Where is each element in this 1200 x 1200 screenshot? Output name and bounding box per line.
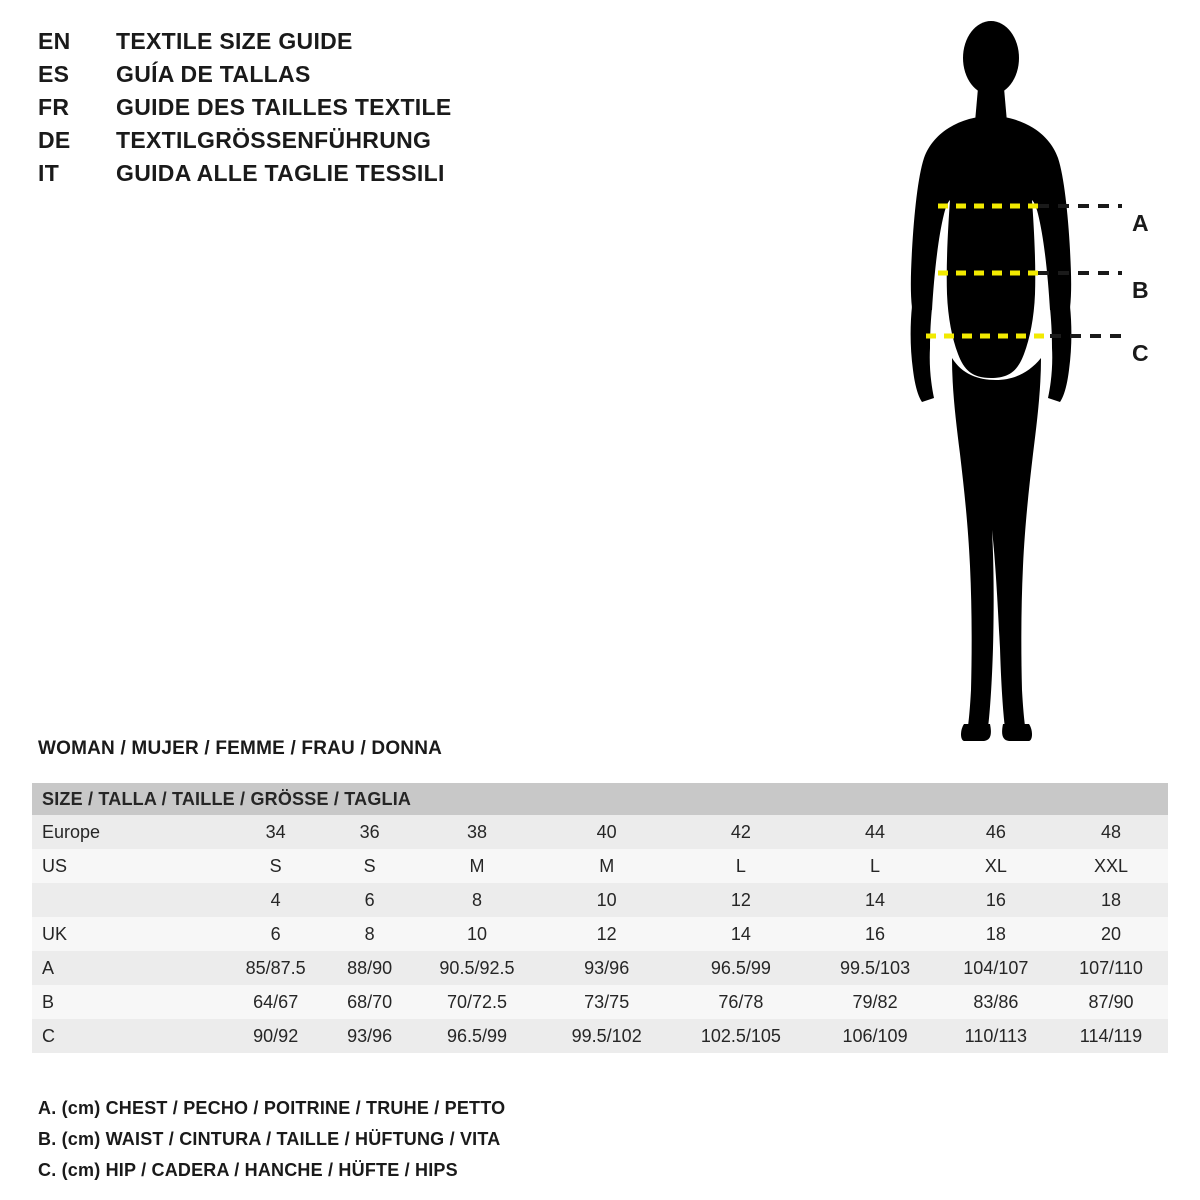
cell: 70/72.5 bbox=[410, 985, 544, 1019]
cell: 93/96 bbox=[329, 1019, 410, 1053]
cell: 20 bbox=[1054, 917, 1168, 951]
cell: 87/90 bbox=[1054, 985, 1168, 1019]
row-label: Europe bbox=[32, 815, 222, 849]
row-label bbox=[32, 883, 222, 917]
section-label-woman: WOMAN / MUJER / FEMME / FRAU / DONNA bbox=[38, 738, 443, 759]
measurement-legend bbox=[38, 1093, 838, 1186]
cell: 14 bbox=[812, 883, 937, 917]
cell: 40 bbox=[544, 815, 669, 849]
row-label: C bbox=[32, 1019, 222, 1053]
language-title: GUÍA DE TALLAS bbox=[116, 61, 311, 87]
table-header-row bbox=[32, 783, 1168, 815]
cell: 68/70 bbox=[329, 985, 410, 1019]
legend-chest: A. (cm) CHEST / PECHO / POITRINE / TRUHE / PETTO bbox=[38, 1098, 506, 1118]
language-row bbox=[38, 28, 658, 61]
cell: 96.5/99 bbox=[410, 1019, 544, 1053]
row-label: A bbox=[32, 951, 222, 985]
cell: 12 bbox=[544, 917, 669, 951]
cell: 90.5/92.5 bbox=[410, 951, 544, 985]
table-row bbox=[32, 883, 1168, 917]
cell: 12 bbox=[669, 883, 812, 917]
size-table bbox=[32, 783, 1168, 1053]
cell: 85/87.5 bbox=[222, 951, 329, 985]
table-row bbox=[32, 985, 1168, 1019]
language-code: DE bbox=[38, 127, 71, 153]
cell: 36 bbox=[329, 815, 410, 849]
table-row bbox=[32, 849, 1168, 883]
cell: 34 bbox=[222, 815, 329, 849]
language-row bbox=[38, 127, 658, 160]
language-code: IT bbox=[38, 160, 60, 186]
language-title: GUIDE DES TAILLES TEXTILE bbox=[116, 94, 452, 120]
cell: 79/82 bbox=[812, 985, 937, 1019]
language-row bbox=[38, 61, 658, 94]
row-label: US bbox=[32, 849, 222, 883]
cell: 6 bbox=[222, 917, 329, 951]
cell: 88/90 bbox=[329, 951, 410, 985]
cell: XXL bbox=[1054, 849, 1168, 883]
legend-hip: C. (cm) HIP / CADERA / HANCHE / HÜFTE / HIPS bbox=[38, 1160, 458, 1180]
body-silhouette-icon bbox=[860, 18, 1190, 748]
measure-label-c: C bbox=[1132, 340, 1149, 366]
cell: 38 bbox=[410, 815, 544, 849]
cell: 90/92 bbox=[222, 1019, 329, 1053]
language-title: TEXTILGRÖSSENFÜHRUNG bbox=[116, 127, 432, 153]
row-label: UK bbox=[32, 917, 222, 951]
cell: 76/78 bbox=[669, 985, 812, 1019]
cell: 16 bbox=[938, 883, 1054, 917]
cell: 44 bbox=[812, 815, 937, 849]
legend-waist: B. (cm) WAIST / CINTURA / TAILLE / HÜFTUNG / VITA bbox=[38, 1129, 501, 1149]
language-title-block bbox=[38, 28, 658, 193]
cell: 110/113 bbox=[938, 1019, 1054, 1053]
cell: 64/67 bbox=[222, 985, 329, 1019]
cell: 99.5/103 bbox=[812, 951, 937, 985]
cell: 46 bbox=[938, 815, 1054, 849]
cell: 106/109 bbox=[812, 1019, 937, 1053]
cell: 18 bbox=[1054, 883, 1168, 917]
cell: 99.5/102 bbox=[544, 1019, 669, 1053]
cell: 73/75 bbox=[544, 985, 669, 1019]
cell: L bbox=[812, 849, 937, 883]
cell: 8 bbox=[329, 917, 410, 951]
table-row bbox=[32, 1019, 1168, 1053]
table-row bbox=[32, 951, 1168, 985]
language-title: TEXTILE SIZE GUIDE bbox=[116, 28, 353, 54]
cell: S bbox=[222, 849, 329, 883]
cell: L bbox=[669, 849, 812, 883]
cell: 93/96 bbox=[544, 951, 669, 985]
cell: S bbox=[329, 849, 410, 883]
cell: 18 bbox=[938, 917, 1054, 951]
cell: 10 bbox=[410, 917, 544, 951]
cell: 6 bbox=[329, 883, 410, 917]
female-body-figure bbox=[860, 18, 1190, 748]
cell: M bbox=[410, 849, 544, 883]
cell: M bbox=[544, 849, 669, 883]
table-header-cell: SIZE / TALLA / TAILLE / GRÖSSE / TAGLIA bbox=[32, 783, 1168, 815]
cell: 48 bbox=[1054, 815, 1168, 849]
language-code: FR bbox=[38, 94, 70, 120]
cell: 4 bbox=[222, 883, 329, 917]
language-title: GUIDA ALLE TAGLIE TESSILI bbox=[116, 160, 445, 186]
cell: 107/110 bbox=[1054, 951, 1168, 985]
cell: 16 bbox=[812, 917, 937, 951]
cell: 102.5/105 bbox=[669, 1019, 812, 1053]
cell: 96.5/99 bbox=[669, 951, 812, 985]
language-row bbox=[38, 94, 658, 127]
cell: XL bbox=[938, 849, 1054, 883]
language-code: ES bbox=[38, 61, 70, 87]
table-row bbox=[32, 815, 1168, 849]
cell: 8 bbox=[410, 883, 544, 917]
table-row bbox=[32, 917, 1168, 951]
language-code: EN bbox=[38, 28, 71, 54]
cell: 10 bbox=[544, 883, 669, 917]
cell: 104/107 bbox=[938, 951, 1054, 985]
cell: 114/119 bbox=[1054, 1019, 1168, 1053]
measure-label-a: A bbox=[1132, 210, 1149, 236]
cell: 14 bbox=[669, 917, 812, 951]
language-row bbox=[38, 160, 658, 193]
row-label: B bbox=[32, 985, 222, 1019]
measure-label-b: B bbox=[1132, 277, 1149, 303]
cell: 83/86 bbox=[938, 985, 1054, 1019]
cell: 42 bbox=[669, 815, 812, 849]
